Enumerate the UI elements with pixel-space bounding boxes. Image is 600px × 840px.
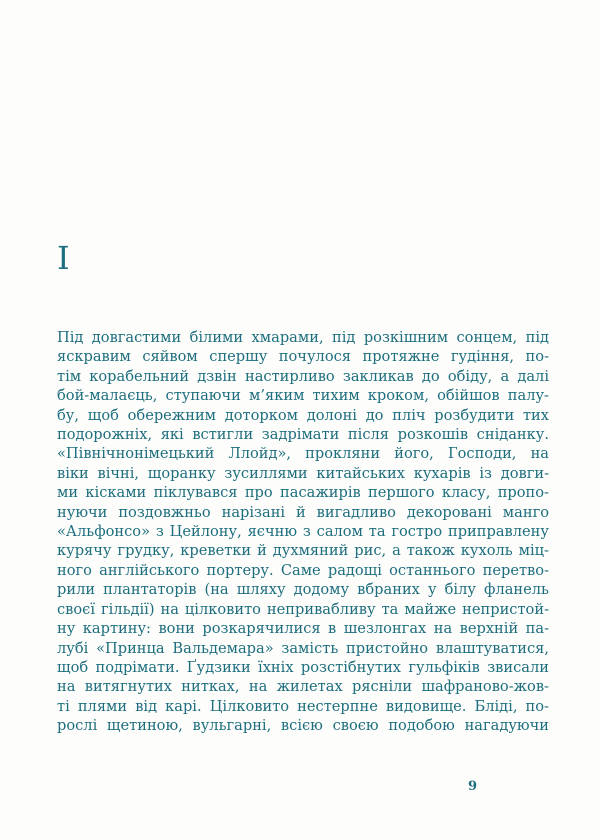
text-line: щоб подрімати. Ґудзики їхніх розстібнутих гульфіків звисали [57,658,549,676]
text-line: ного англійського портеру. Саме радощі останнього перетво- [57,561,549,579]
text-line: ну картину: вони розкарячилися в шезлонгах на верхній па- [57,620,549,638]
text-line: «Альфонсо» з Цейлону, яєчню з салом та гостро приправлену [57,523,549,541]
text-line: «Північнонімецький Ллойд», прокляни його, Господи, на [57,445,549,463]
text-line: віки вічні, щоранку зусиллями китайських кухарів із довги- [57,464,549,482]
text-line: бой-малаєць, ступаючи м’яким тихим кроком, обійшов палу- [57,387,549,405]
text-line: курячу грудку, креветки й духмяний рис, а також кухоль міц- [57,542,549,560]
text-line: ті плями від карі. Цілковито нестерпне видовище. Бліді, по- [57,697,549,715]
text-line: тім корабельний дзвін настирливо закликав до обіду, а далі [57,367,549,385]
chapter-heading: І [57,239,70,277]
text-line: на витягнутих нитках, на жилетах рясніли шафраново-жов- [57,678,549,696]
paragraph [57,328,549,736]
text-line: рослі щетиною, вульгарні, всією своєю подобою нагадуючи [57,717,549,735]
text-line: Під довгастими білими хмарами, під розкішним сонцем, під [57,329,549,346]
text-line: лубі «Принца Вальдемара» замість пристойно влаштуватися, [57,639,549,657]
text-line: подорожніх, які встигли задрімати після розкошів сніданку. [57,426,549,444]
text-line: бу, щоб обережним доторком долоні до пліч розбудити тих [57,406,549,424]
text-line: ми кісками піклувався про пасажирів першого класу, пропо- [57,484,549,502]
page-number: 9 [468,779,478,794]
text-line: рили плантаторів (на шляху додому вбраних у білу фланель [57,581,549,599]
text-line: нуючи поздовжньо нарізані й вигадливо декоровані манго [57,503,549,521]
text-line: яскравим сяйвом спершу почулося протяжне гудіння, по- [57,348,549,366]
text-line: своєї гільдії) на цілковито непривабливу та майже непристой- [57,600,549,618]
